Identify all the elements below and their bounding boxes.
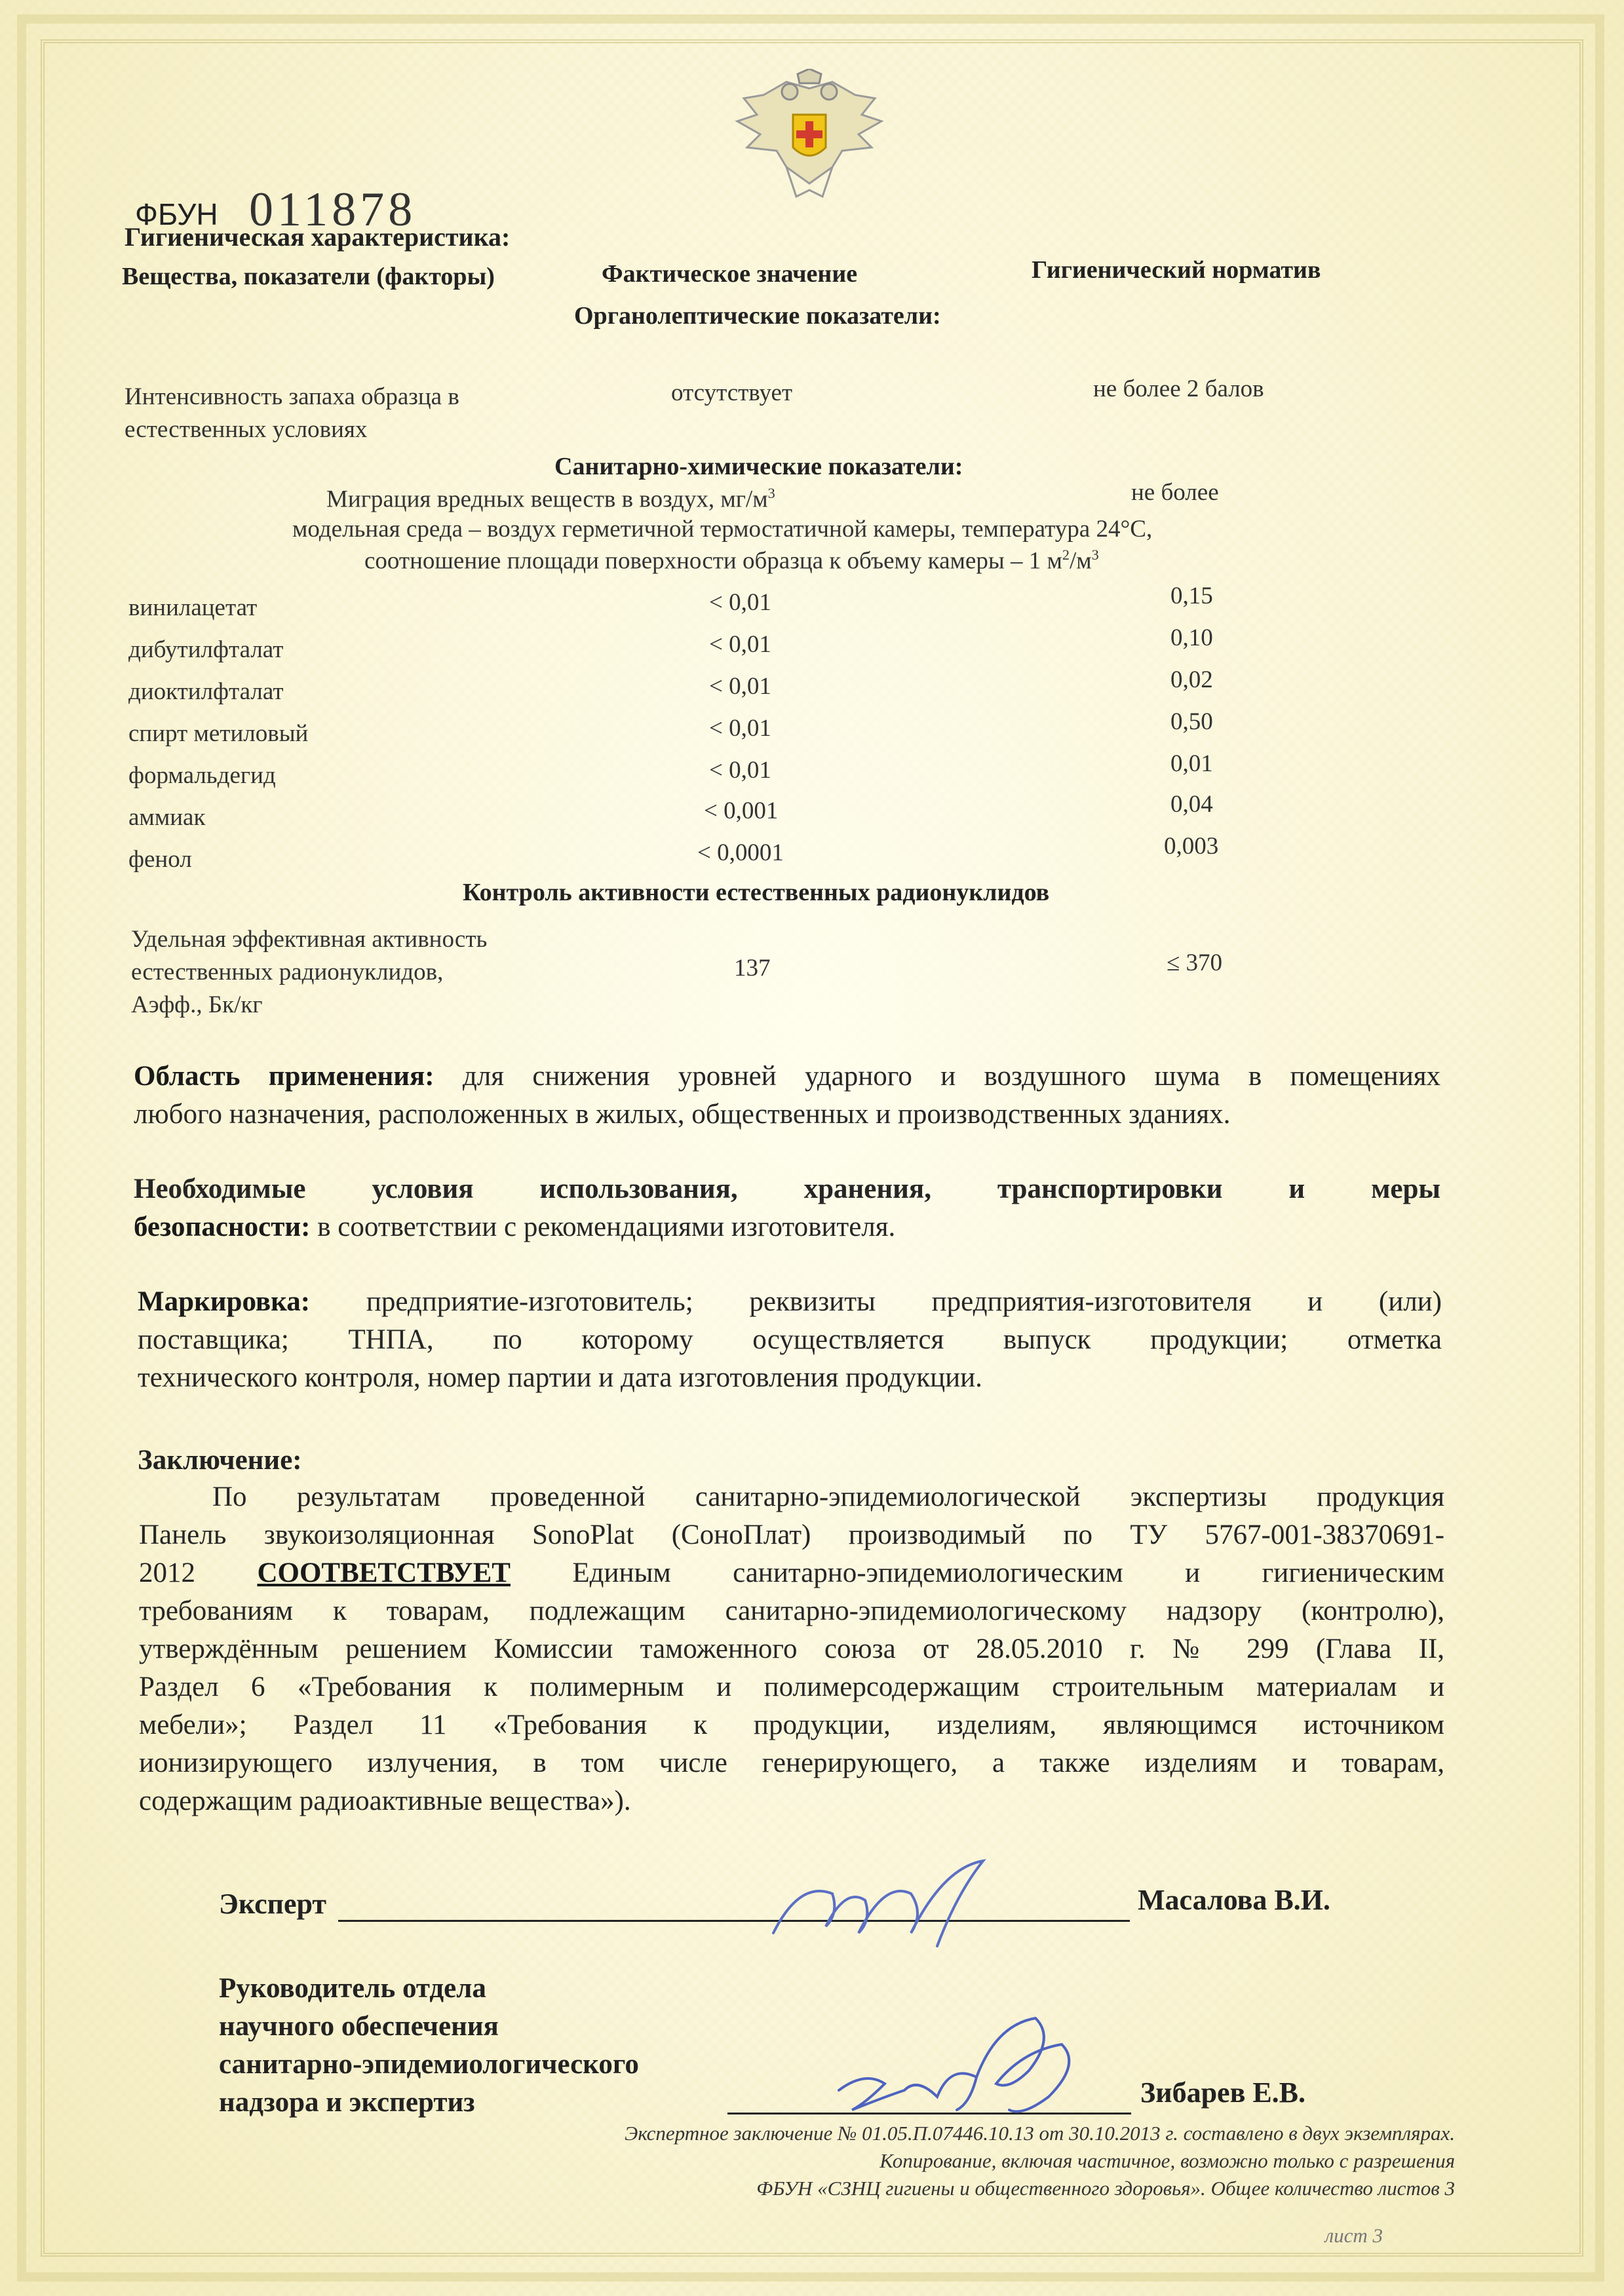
conditions-label-line1: Необходимые условия использования, хранения, транспортировки и меры xyxy=(134,1174,1440,1204)
scope-text: для снижения уровней ударного и воздушного шума в помещениях xyxy=(462,1061,1440,1092)
table-row-name: фенол xyxy=(128,846,192,873)
expert-name: Масалова В.И. xyxy=(1138,1884,1330,1916)
lead-name: Зибарев Е.В. xyxy=(1140,2076,1306,2109)
conclusion-line9: содержащим радиоактивные вещества»). xyxy=(139,1786,631,1816)
lead-title-line4: надзора и экспертиз xyxy=(219,2087,475,2118)
conclusion-line2: Панель звукоизоляционная SonoPlat (СоноПлат) производимый по ТУ 5767-001-38370691- xyxy=(139,1520,1444,1550)
table-row-value: < 0,001 xyxy=(704,797,779,824)
section-title-hygienic: Гигиеническая характеристика: xyxy=(125,222,511,252)
complies-verdict: СООТВЕТСТВУЕТ xyxy=(257,1558,511,1588)
table-row-value: < 0,0001 xyxy=(697,839,784,866)
table-row-norm: 0,02 xyxy=(1170,666,1213,693)
organoleptic-title: Органолептические показатели: xyxy=(574,302,941,330)
ratio-text: соотношение площади поверхности образца к объему камеры – 1 $м^2/м^3$ xyxy=(364,546,1099,575)
column-header-actual: Фактическое значение xyxy=(602,260,858,288)
table-row-name: спирт метиловый xyxy=(128,720,309,747)
conclusion-line8: ионизирующего излучения, в том числе генерирующего, а также изделиям и товарам, xyxy=(139,1748,1444,1778)
odor-norm: не более 2 балов xyxy=(1093,375,1264,402)
radio-name-line1: Удельная эффективная активность xyxy=(131,926,488,953)
odor-name-line2: естественных условиях xyxy=(125,416,368,443)
table-row-name: диоктилфталат xyxy=(128,678,284,705)
table-row-norm: 0,10 xyxy=(1170,624,1213,651)
marking-text: предприятие-изготовитель; реквизиты предприятия-изготовителя и (или) xyxy=(366,1286,1442,1317)
conditions-label-line2: безопасности: xyxy=(134,1212,311,1242)
sheet-number: лист 3 xyxy=(1324,2224,1383,2247)
radio-norm: ≤ 370 xyxy=(1167,949,1223,976)
table-row-name: формальдегид xyxy=(128,762,276,789)
serial-prefix: ФБУН xyxy=(135,197,218,231)
lead-title-line3: санитарно-эпидемиологического xyxy=(219,2049,639,2080)
conclusion-title: Заключение: xyxy=(138,1445,302,1476)
odor-name-line1: Интенсивность запаха образца в xyxy=(125,383,459,410)
conditions-line2 xyxy=(134,1208,1440,1246)
table-row-name: дибутилфталат xyxy=(128,636,284,663)
department-head-title xyxy=(219,1970,639,2122)
double-headed-eagle-emblem-icon xyxy=(724,69,895,206)
table-row-value: < 0,01 xyxy=(709,589,771,616)
radio-name-line2: естественных радионуклидов, xyxy=(131,959,444,985)
serial-number: 011878 xyxy=(249,183,417,237)
model-medium-text: модельная среда – воздух герметичной термостатичной камеры, температура 24°С, xyxy=(292,516,1153,543)
radionuclide-title: Контроль активности естественных радионуклидов xyxy=(463,879,1050,906)
conclusion-line7: мебели»; Раздел 11 «Требования к продукции, изделиям, являющимся источником xyxy=(139,1710,1444,1740)
conclusion-line6: Раздел 6 «Требования к полимерным и полимерсодержащим строительным материалам и xyxy=(139,1672,1444,1702)
column-header-norm: Гигиенический норматив xyxy=(1032,256,1321,284)
table-row-name: аммиак xyxy=(128,804,206,831)
footer-line3: ФБУН «СЗНЦ гигиены и общественного здоровья». Общее количество листов 3 xyxy=(756,2177,1455,2200)
norm-header-not-more: не более xyxy=(1131,479,1219,506)
table-row-value: < 0,01 xyxy=(709,715,771,742)
expert-signature-icon xyxy=(760,1854,1049,1953)
table-row-norm: 0,01 xyxy=(1170,750,1213,777)
table-row-value: < 0,01 xyxy=(709,757,771,784)
marking-line1 xyxy=(138,1283,1442,1321)
sanitary-title: Санитарно-химические показатели: xyxy=(554,453,963,480)
conclusion-line5: утверждённым решением Комиссии таможенного союза от 28.05.2010 г. № 299 (Глава II, xyxy=(139,1634,1444,1664)
marking-line3: технического контроля, номер партии и дата изготовления продукции. xyxy=(138,1362,982,1393)
lead-title-line2: научного обеспечения xyxy=(219,2011,499,2042)
marking-label: Маркировка: xyxy=(138,1286,311,1317)
column-header-substances: Вещества, показатели (факторы) xyxy=(122,263,495,290)
conclusion-line1: По результатам проведенной санитарно-эпидемиологической экспертизы продукция xyxy=(212,1482,1444,1512)
odor-value: отсутствует xyxy=(671,379,793,406)
table-row-norm: 0,50 xyxy=(1170,708,1213,735)
table-row-name: винилацетат xyxy=(128,594,258,621)
footer-line2: Копирование, включая частичное, возможно только с разрешения xyxy=(880,2149,1455,2172)
migration-label: Миграция вредных веществ в воздух, $мг/м^3$ xyxy=(326,485,775,513)
radio-value: 137 xyxy=(734,955,771,982)
table-row-norm: 0,003 xyxy=(1164,833,1219,860)
conditions-text: в соответствии с рекомендациями изготовителя. xyxy=(317,1212,896,1242)
conclusion-line4: требованиям к товарам, подлежащим санитарно-эпидемиологическому надзору (контролю), xyxy=(139,1596,1444,1626)
table-row-norm: 0,04 xyxy=(1170,791,1213,818)
footer-line1: Экспертное заключение № 01.05.П.07446.10.13 от 30.10.2013 г. составлено в двух экземплярах. xyxy=(625,2122,1455,2145)
expert-label: Эксперт xyxy=(219,1888,327,1920)
scope-line2: любого назначения, расположенных в жилых, общественных и производственных зданиях. xyxy=(134,1099,1231,1130)
table-row-norm: 0,15 xyxy=(1170,583,1213,609)
lead-title-line1: Руководитель отдела xyxy=(219,1973,486,2004)
scope-line1 xyxy=(134,1058,1440,1096)
table-row-value: < 0,01 xyxy=(709,673,771,700)
conclusion-line3: 2012 СООТВЕТСТВУЕТ Единым санитарно-эпидемиологическим и гигиеническим xyxy=(139,1558,1445,1588)
scope-label: Область применения: xyxy=(134,1061,435,1092)
radio-name-line3: Аэфф., Бк/кг xyxy=(131,991,263,1018)
lead-signature-icon xyxy=(826,2012,1114,2136)
marking-line2: поставщика; ТНПА, по которому осуществляется выпуск продукции; отметка xyxy=(138,1324,1442,1355)
table-row-value: < 0,01 xyxy=(709,631,771,658)
